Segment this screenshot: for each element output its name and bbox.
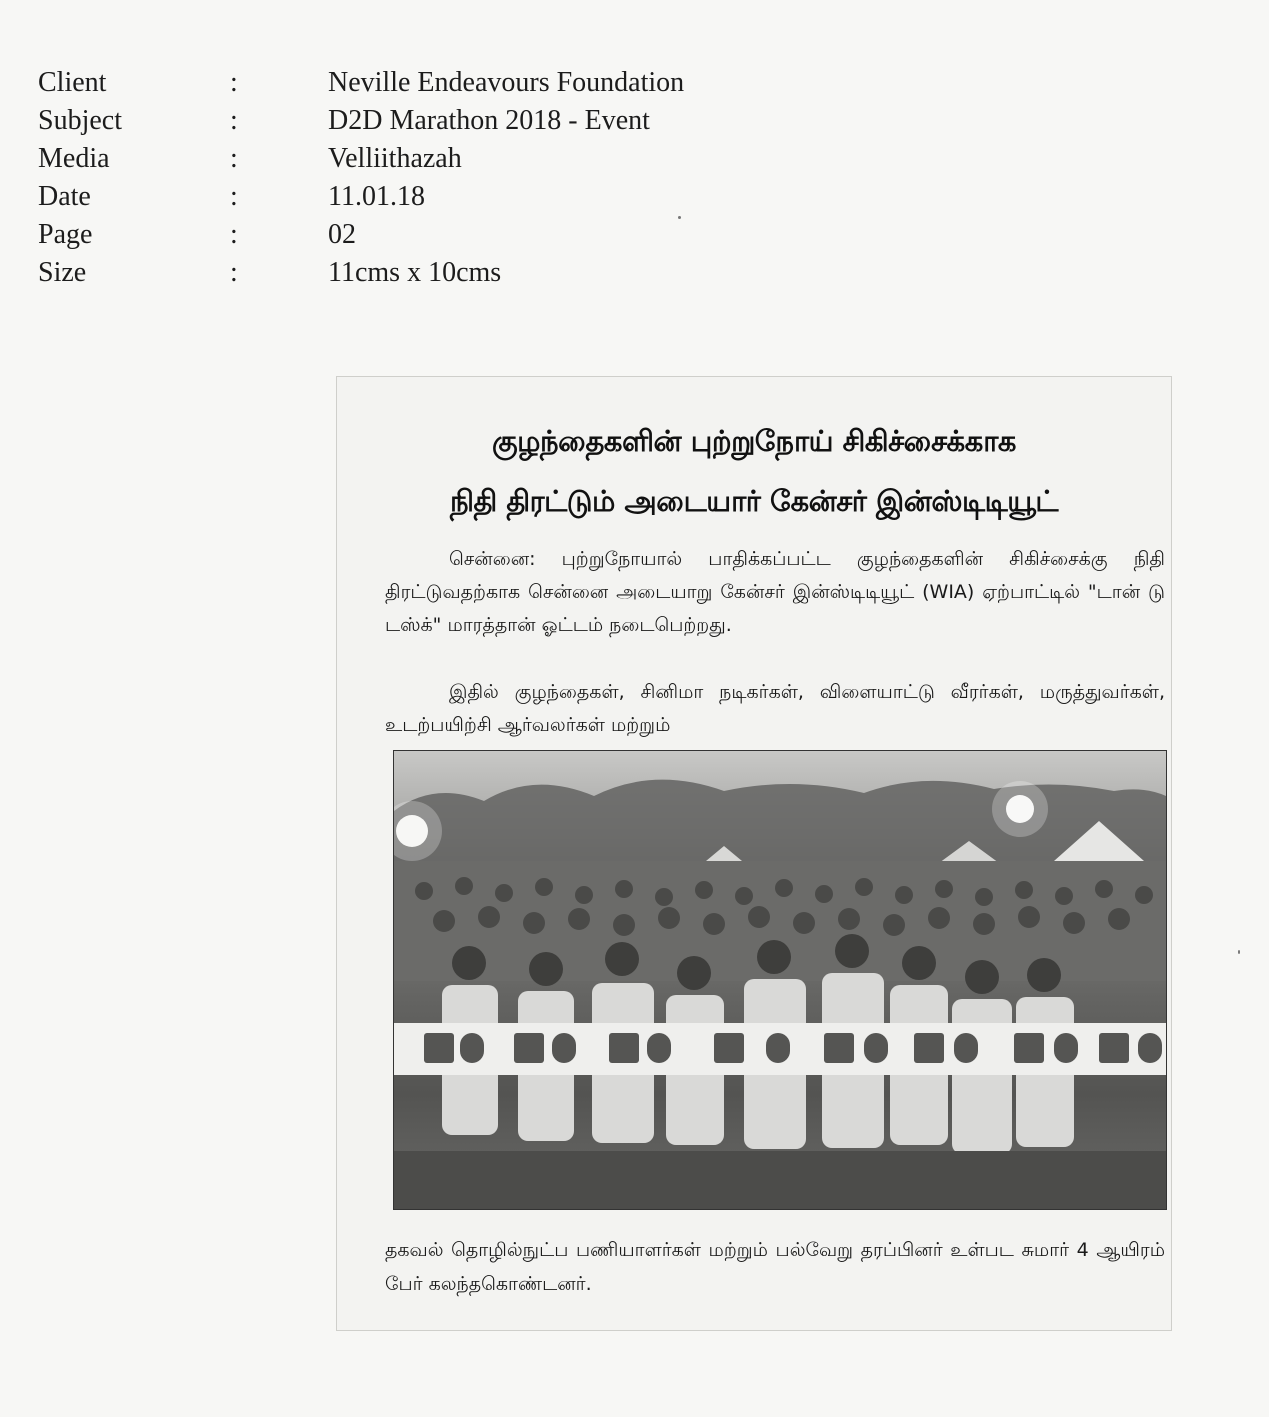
marathon-crowd-photo [393, 750, 1167, 1210]
article-paragraph-3: தகவல் தொழில்நுட்ப பணியாளர்கள் மற்றும் பல்வேறு தரப்பினர் உள்பட சுமார் 4 ஆயிரம் பேர் கலந்தகொண்டனர். [385, 1239, 1165, 1295]
meta-value: D2D Marathon 2018 - Event [328, 105, 650, 136]
article-paragraph-1: சென்னை: புற்றுநோயால் பாதிக்கப்பட்ட குழந்தைகளின் சிகிச்சைக்கு நிதி திரட்டுவதற்காக சென்னை அடையாறு கேன்சர் இன்ஸ்டிடியூட் (WIA) ஏற்பாட்டில் "டான் டு டஸ்க்" மாரத்தான் ஓட்டம் நடைபெற்றது. [385, 548, 1165, 636]
meta-row-media [38, 140, 798, 178]
meta-label: Size [38, 257, 87, 288]
scan-speck [1238, 950, 1240, 954]
meta-value: 11.01.18 [328, 181, 425, 212]
clipping-metadata [38, 64, 798, 292]
meta-row-page [38, 216, 798, 254]
meta-separator: : [230, 257, 238, 288]
meta-label: Page [38, 219, 93, 250]
meta-value: Velliithazah [328, 143, 462, 174]
meta-row-size [38, 254, 798, 292]
meta-label: Client [38, 67, 107, 98]
article-paragraph-2: இதில் குழந்தைகள், சினிமா நடிகர்கள், விளையாட்டு வீரர்கள், மருத்துவர்கள், உடற்பயிற்சி ஆர்வலர்கள் மற்றும் [385, 681, 1165, 736]
meta-separator: : [230, 143, 238, 174]
newspaper-clipping [336, 376, 1172, 1331]
headline-line-2: நிதி திரட்டும் அடையார் கேன்சர் இன்ஸ்டிடியூட் [449, 484, 1059, 518]
headline-line-1: குழந்தைகளின் புற்றுநோய் சிகிச்சைக்காக [492, 424, 1016, 458]
meta-value: Neville Endeavours Foundation [328, 67, 685, 98]
meta-separator: : [230, 219, 238, 250]
meta-value: 11cms x 10cms [328, 257, 502, 288]
meta-row-date [38, 178, 798, 216]
photo-illustration [394, 751, 1166, 1209]
meta-row-subject [38, 102, 798, 140]
meta-label: Subject [38, 105, 122, 136]
meta-label: Date [38, 181, 91, 212]
meta-separator: : [230, 181, 238, 212]
meta-value: 02 [328, 219, 356, 250]
meta-label: Media [38, 143, 110, 174]
meta-separator: : [230, 105, 238, 136]
meta-row-client [38, 64, 798, 102]
meta-separator: : [230, 67, 238, 98]
scan-speck [678, 216, 681, 219]
